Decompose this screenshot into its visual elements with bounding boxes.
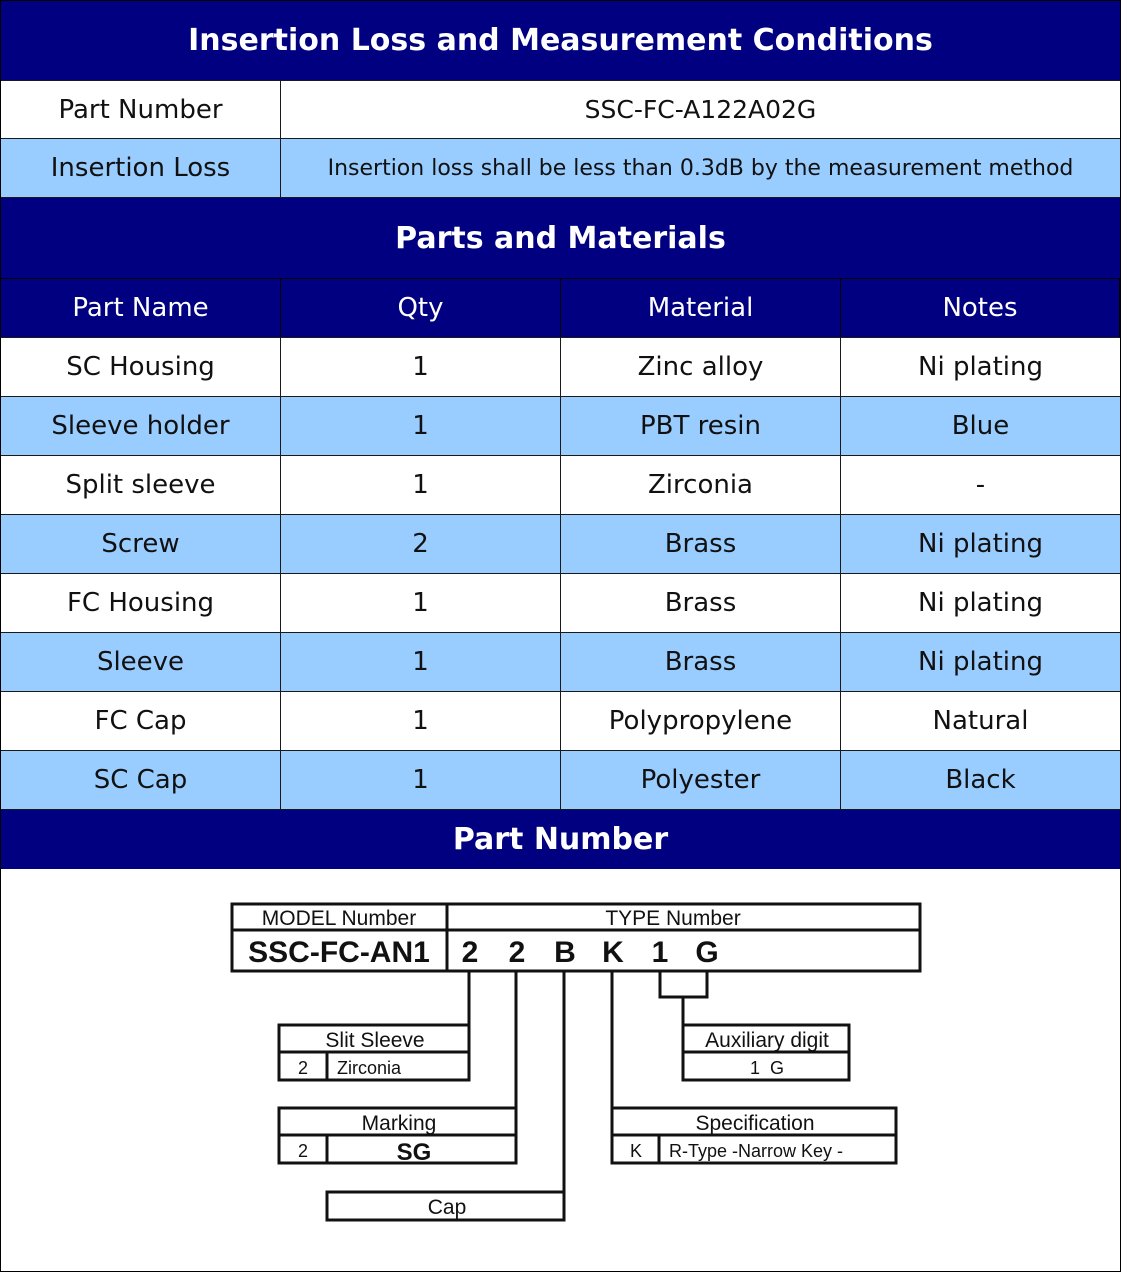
model-header: MODEL Number bbox=[261, 907, 417, 930]
section-title-insertion-loss: Insertion Loss and Measurement Conditions bbox=[1, 1, 1120, 80]
insertion-loss-row bbox=[1, 139, 1120, 198]
table-row bbox=[1, 692, 1120, 751]
type-digit: 2 bbox=[508, 936, 526, 969]
model-value: SSC-FC-AN1 bbox=[248, 936, 430, 969]
column-header-material: Material bbox=[561, 279, 841, 337]
notes-cell: Black bbox=[945, 765, 1016, 795]
section-title-part-number: Part Number bbox=[1, 810, 1120, 869]
slit-sleeve-value: Zirconia bbox=[337, 1058, 402, 1078]
leader-cap bbox=[327, 971, 564, 1220]
material-cell: PBT resin bbox=[561, 397, 841, 455]
part-number-label: Part Number bbox=[1, 81, 281, 138]
type-digit: 1 bbox=[651, 936, 669, 969]
table-row bbox=[1, 574, 1120, 633]
part-name-cell: FC Cap bbox=[1, 692, 281, 750]
qty-cell: 1 bbox=[281, 456, 561, 514]
part-name-cell: Sleeve holder bbox=[1, 397, 281, 455]
section-title-parts-materials: Parts and Materials bbox=[1, 198, 1120, 278]
qty-cell: 1 bbox=[281, 633, 561, 691]
marking-value: SG bbox=[396, 1139, 432, 1166]
part-name-cell: Split sleeve bbox=[1, 456, 281, 514]
material-cell: Zinc alloy bbox=[561, 338, 841, 396]
part-name-cell: FC Housing bbox=[1, 574, 281, 632]
marking-code: 2 bbox=[297, 1141, 309, 1161]
specification-value: R-Type -Narrow Key - bbox=[669, 1141, 844, 1161]
notes-cell: - bbox=[975, 470, 986, 500]
type-digit: K bbox=[602, 936, 624, 969]
material-cell: Brass bbox=[561, 574, 841, 632]
part-number-diagram bbox=[1, 870, 1120, 1270]
column-header-qty: Qty bbox=[281, 279, 561, 337]
type-digit: 2 bbox=[461, 936, 479, 969]
part-name-cell: SC Housing bbox=[1, 338, 281, 396]
insertion-loss-label: Insertion Loss bbox=[1, 139, 281, 197]
table-row bbox=[1, 751, 1120, 810]
column-header-notes: Notes bbox=[841, 279, 1120, 337]
parts-table-header bbox=[1, 278, 1120, 338]
slit-sleeve-code: 2 bbox=[297, 1058, 309, 1078]
table-row bbox=[1, 397, 1120, 456]
table-row bbox=[1, 515, 1120, 574]
notes-cell: Blue bbox=[951, 411, 1010, 441]
notes-cell: Ni plating bbox=[918, 647, 1043, 677]
material-cell: Zirconia bbox=[561, 456, 841, 514]
marking-title: Marking bbox=[361, 1112, 437, 1135]
material-cell: Polyester bbox=[561, 751, 841, 809]
part-name-cell: SC Cap bbox=[1, 751, 281, 809]
qty-cell: 1 bbox=[281, 574, 561, 632]
type-header: TYPE Number bbox=[605, 907, 741, 930]
part-name-cell: Sleeve bbox=[1, 633, 281, 691]
qty-cell: 1 bbox=[281, 397, 561, 455]
qty-cell: 1 bbox=[281, 692, 561, 750]
insertion-loss-value: Insertion loss shall be less than 0.3dB by the measurement method bbox=[327, 155, 1074, 181]
notes-cell: Ni plating bbox=[918, 588, 1043, 618]
type-digit: B bbox=[554, 936, 576, 969]
qty-cell: 2 bbox=[281, 515, 561, 573]
table-row bbox=[1, 456, 1120, 515]
part-name-cell: Screw bbox=[1, 515, 281, 573]
material-cell: Brass bbox=[561, 515, 841, 573]
auxiliary-title: Auxiliary digit bbox=[705, 1029, 829, 1052]
table-row bbox=[1, 338, 1120, 397]
type-digit: G bbox=[695, 936, 719, 969]
slit-sleeve-title: Slit Sleeve bbox=[325, 1029, 425, 1052]
notes-cell: Natural bbox=[932, 706, 1029, 736]
part-number-row bbox=[1, 80, 1120, 139]
specification-code: K bbox=[629, 1141, 643, 1161]
qty-cell: 1 bbox=[281, 338, 561, 396]
notes-cell: Ni plating bbox=[918, 352, 1043, 382]
specification-title: Specification bbox=[695, 1112, 815, 1135]
cap-title: Cap bbox=[427, 1196, 467, 1219]
material-cell: Brass bbox=[561, 633, 841, 691]
auxiliary-value: 1 G bbox=[749, 1058, 785, 1078]
leader-auxiliary bbox=[683, 997, 849, 1025]
part-number-value: SSC-FC-A122A02G bbox=[584, 95, 817, 124]
table-row bbox=[1, 633, 1120, 692]
qty-cell: 1 bbox=[281, 751, 561, 809]
material-cell: Polypropylene bbox=[561, 692, 841, 750]
column-header-part-name: Part Name bbox=[1, 279, 281, 337]
auxiliary-bracket bbox=[660, 971, 707, 997]
notes-cell: Ni plating bbox=[918, 529, 1043, 559]
